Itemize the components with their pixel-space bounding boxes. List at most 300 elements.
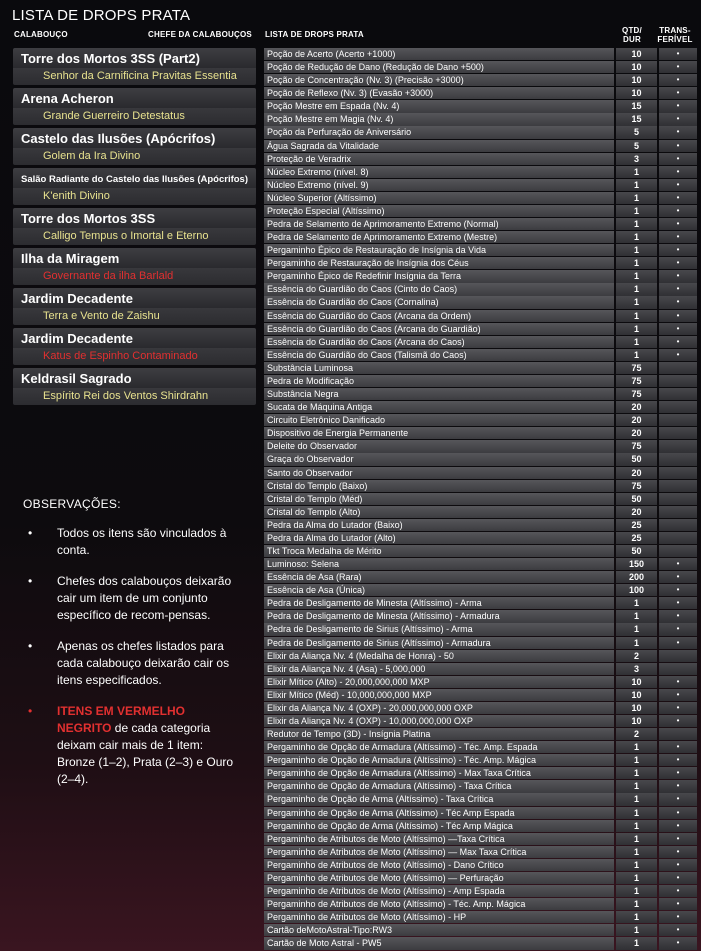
item-transferable: • (659, 270, 697, 282)
item-qty: 1 (616, 767, 657, 779)
item-row (264, 532, 697, 544)
dungeon-boss: Grande Guerreiro Detestatus (13, 108, 256, 125)
item-transferable: • (659, 244, 697, 256)
item-transferable (659, 427, 697, 439)
item-row (264, 493, 697, 505)
dungeon-boss: Calligo Tempus o Imortal e Eterno (13, 228, 256, 245)
item-name: Cartão deMotoAstral-Tipo:RW3 (264, 924, 614, 936)
item-name: Substância Luminosa (264, 362, 614, 374)
item-name: Pergaminho de Atributos de Moto (Altíssimo) - Téc. Amp. Mágica (264, 898, 614, 910)
item-qty: 2 (616, 728, 657, 740)
item-row (264, 453, 697, 465)
item-qty: 1 (616, 780, 657, 792)
item-row (264, 427, 697, 439)
item-transferable: • (659, 898, 697, 910)
item-qty: 1 (616, 885, 657, 897)
item-name: Pergaminho de Atributos de Moto (Altíssimo) —Taxa Crítica (264, 833, 614, 845)
item-row (264, 126, 697, 138)
item-row (264, 231, 697, 243)
dungeon-boss: Katus de Espinho Contaminado (13, 348, 256, 365)
item-qty: 1 (616, 244, 657, 256)
item-qty: 3 (616, 153, 657, 165)
item-row (264, 650, 697, 662)
item-row (264, 440, 697, 452)
item-name: Cartão de Moto Astral - PW5 (264, 937, 614, 949)
drop-list (264, 48, 697, 950)
item-transferable (659, 414, 697, 426)
item-transferable (659, 388, 697, 400)
item-row (264, 467, 697, 479)
item-transferable (659, 362, 697, 374)
item-qty: 50 (616, 493, 657, 505)
item-row (264, 911, 697, 923)
dungeon-name: Castelo das Ilusões (Apócrifos) (13, 128, 256, 148)
item-qty: 15 (616, 100, 657, 112)
item-transferable (659, 467, 697, 479)
item-transferable: • (659, 767, 697, 779)
item-row (264, 388, 697, 400)
item-row (264, 702, 697, 714)
item-qty: 1 (616, 179, 657, 191)
item-row (264, 506, 697, 518)
header-qtd-line1: QTD/ (622, 26, 642, 35)
item-name: Poção de Concentração (Nv. 3) (Precisão +3000) (264, 74, 614, 86)
item-row (264, 519, 697, 531)
item-row (264, 807, 697, 819)
item-row (264, 767, 697, 779)
dungeon-entry (13, 168, 256, 205)
item-transferable: • (659, 833, 697, 845)
item-qty: 10 (616, 48, 657, 60)
header-lista: LISTA DE DROPS PRATA (265, 30, 364, 39)
item-name: Pergaminho de Restauração de Insígnia dos Céus (264, 257, 614, 269)
item-qty: 150 (616, 558, 657, 570)
item-name: Dispositivo de Energia Permanente (264, 427, 614, 439)
item-name: Pedra de Selamento de Aprimoramento Extremo (Normal) (264, 218, 614, 230)
item-name: Essência do Guardião do Caos (Cornalina) (264, 296, 614, 308)
notes-title: OBSERVAÇÕES: (23, 497, 121, 511)
item-transferable: • (659, 87, 697, 99)
item-qty: 75 (616, 480, 657, 492)
item-row (264, 885, 697, 897)
item-name: Essência de Asa (Rara) (264, 571, 614, 583)
item-qty: 1 (616, 833, 657, 845)
item-name: Sucata de Máquina Antiga (264, 401, 614, 413)
item-qty: 10 (616, 61, 657, 73)
item-name: Pedra de Desligamento de Sirius (Altíssimo) - Arma (264, 623, 614, 635)
item-transferable: • (659, 296, 697, 308)
note-red-bold: ITENS EM VERMELHO NEGRITO (57, 704, 186, 735)
item-transferable: • (659, 179, 697, 191)
item-row (264, 937, 697, 949)
item-name: Pedra de Modificação (264, 375, 614, 387)
item-transferable: • (659, 715, 697, 727)
item-transferable: • (659, 48, 697, 60)
item-qty: 20 (616, 401, 657, 413)
item-row (264, 689, 697, 701)
item-transferable (659, 480, 697, 492)
item-transferable: • (659, 754, 697, 766)
item-transferable: • (659, 153, 697, 165)
item-name: Pergaminho de Opção de Armadura (Altíssimo) - Taxa Crítica (264, 780, 614, 792)
item-qty: 1 (616, 846, 657, 858)
item-qty: 1 (616, 610, 657, 622)
note-text: Todos os itens são vinculados à conta. (57, 526, 227, 557)
item-transferable: • (659, 231, 697, 243)
dungeon-entry (13, 248, 256, 285)
item-transferable: • (659, 637, 697, 649)
header-trans-line1: TRANS- (659, 26, 691, 35)
dungeon-name: Jardim Decadente (13, 288, 256, 308)
item-transferable (659, 493, 697, 505)
item-qty: 1 (616, 218, 657, 230)
item-qty: 75 (616, 362, 657, 374)
item-qty: 10 (616, 676, 657, 688)
item-transferable: • (659, 793, 697, 805)
item-transferable: • (659, 323, 697, 335)
item-transferable (659, 440, 697, 452)
item-row (264, 362, 697, 374)
item-qty: 50 (616, 545, 657, 557)
dungeon-entry (13, 368, 256, 405)
note-red-rest: de cada categoria deixam cair mais de 1 item: Bronze (1–2), Prata (2–3) e Ouro (2–4). (57, 721, 234, 786)
bullet-icon: • (28, 574, 33, 588)
item-transferable (659, 519, 697, 531)
item-name: Elixir da Aliança Nv. 4 (Asa) - 5,000,000 (264, 663, 614, 675)
item-transferable (659, 532, 697, 544)
item-transferable (659, 728, 697, 740)
item-name: Poção de Acerto (Acerto +1000) (264, 48, 614, 60)
item-transferable: • (659, 283, 697, 295)
item-name: Pergaminho de Atributos de Moto (Altíssimo) - Amp Espada (264, 885, 614, 897)
item-row (264, 179, 697, 191)
item-name: Pergaminho Épico de Redefinir Insígnia da Terra (264, 270, 614, 282)
item-qty: 1 (616, 623, 657, 635)
item-name: Poção de Reflexo (Nv. 3) (Evasão +3000) (264, 87, 614, 99)
item-transferable: • (659, 349, 697, 361)
item-row (264, 741, 697, 753)
item-name: Essência do Guardião do Caos (Arcana do Guardião) (264, 323, 614, 335)
item-transferable: • (659, 205, 697, 217)
header-qtd-line2: DUR (623, 35, 641, 44)
note-item (23, 525, 238, 559)
item-name: Poção de Redução de Dano (Redução de Dano +500) (264, 61, 614, 73)
item-row (264, 310, 697, 322)
item-row (264, 637, 697, 649)
item-name: Pergaminho de Opção de Armadura (Altíssimo) - Téc. Amp. Espada (264, 741, 614, 753)
item-qty: 1 (616, 820, 657, 832)
item-qty: 20 (616, 414, 657, 426)
dungeon-boss: Golem da Ira Divino (13, 148, 256, 165)
item-qty: 20 (616, 427, 657, 439)
item-transferable (659, 663, 697, 675)
item-name: Elixir Mítico (Méd) - 10,000,000,000 MXP (264, 689, 614, 701)
dungeon-entry (13, 208, 256, 245)
item-name: Circuito Eletrônico Danificado (264, 414, 614, 426)
item-row (264, 610, 697, 622)
item-row (264, 793, 697, 805)
item-name: Luminoso: Selena (264, 558, 614, 570)
item-row (264, 728, 697, 740)
item-name: Pergaminho de Atributos de Moto (Altíssimo) - HP (264, 911, 614, 923)
bullet-icon: • (28, 704, 33, 718)
item-qty: 1 (616, 637, 657, 649)
item-name: Tkt Troca Medalha de Mérito (264, 545, 614, 557)
item-name: Pedra de Selamento de Aprimoramento Extremo (Mestre) (264, 231, 614, 243)
item-row (264, 113, 697, 125)
item-qty: 1 (616, 597, 657, 609)
item-qty: 10 (616, 715, 657, 727)
item-row (264, 48, 697, 60)
item-row (264, 349, 697, 361)
item-row (264, 571, 697, 583)
item-name: Essência de Asa (Única) (264, 584, 614, 596)
item-qty: 25 (616, 519, 657, 531)
item-row (264, 257, 697, 269)
item-qty: 200 (616, 571, 657, 583)
item-name: Graça do Observador (264, 453, 614, 465)
item-row (264, 100, 697, 112)
item-name: Deleite do Observador (264, 440, 614, 452)
item-row (264, 780, 697, 792)
item-row (264, 558, 697, 570)
item-transferable: • (659, 100, 697, 112)
dungeon-name: Ilha da Miragem (13, 248, 256, 268)
item-qty: 1 (616, 807, 657, 819)
item-transferable: • (659, 74, 697, 86)
item-qty: 1 (616, 310, 657, 322)
item-name: Poção Mestre em Espada (Nv. 4) (264, 100, 614, 112)
item-row (264, 480, 697, 492)
item-qty: 15 (616, 113, 657, 125)
item-row (264, 545, 697, 557)
item-transferable: • (659, 676, 697, 688)
dungeon-name: Keldrasil Sagrado (13, 368, 256, 388)
item-qty: 1 (616, 754, 657, 766)
item-qty: 10 (616, 74, 657, 86)
item-qty: 1 (616, 205, 657, 217)
item-transferable: • (659, 140, 697, 152)
item-transferable: • (659, 859, 697, 871)
item-name: Pergaminho de Opção de Armadura (Altíssimo) - Max Taxa Crítica (264, 767, 614, 779)
item-qty: 20 (616, 506, 657, 518)
item-row (264, 87, 697, 99)
item-name: Pergaminho Épico de Restauração de Insígnia da Vida (264, 244, 614, 256)
item-transferable: • (659, 885, 697, 897)
item-transferable: • (659, 336, 697, 348)
item-qty: 1 (616, 296, 657, 308)
dungeon-boss: K'enith Divino (13, 188, 256, 205)
dungeon-entry (13, 288, 256, 325)
item-row (264, 192, 697, 204)
item-row (264, 820, 697, 832)
item-name: Cristal do Templo (Baixo) (264, 480, 614, 492)
item-transferable: • (659, 558, 697, 570)
item-qty: 1 (616, 898, 657, 910)
item-name: Pergaminho de Opção de Arma (Altíssimo) - Téc Amp Mágica (264, 820, 614, 832)
item-name: Proteção Especial (Altíssimo) (264, 205, 614, 217)
note-item (23, 638, 238, 689)
item-name: Pedra de Desligamento de Minesta (Altíssimo) - Arma (264, 597, 614, 609)
item-name: Pergaminho de Opção de Armadura (Altíssimo) - Téc. Amp. Mágica (264, 754, 614, 766)
item-transferable: • (659, 924, 697, 936)
dungeon-name: Salão Radiante do Castelo das Ilusões (Apócrifos) (13, 168, 256, 188)
item-qty: 10 (616, 702, 657, 714)
item-row (264, 715, 697, 727)
item-row (264, 140, 697, 152)
item-row (264, 846, 697, 858)
item-row (264, 74, 697, 86)
item-transferable: • (659, 911, 697, 923)
item-qty: 20 (616, 467, 657, 479)
note-item (23, 573, 238, 624)
note-text: Apenas os chefes listados para cada calabouço deixarão cair os itens especificados. (57, 639, 230, 687)
item-qty: 1 (616, 872, 657, 884)
dungeon-name: Jardim Decadente (13, 328, 256, 348)
item-row (264, 676, 697, 688)
item-name: Essência do Guardião do Caos (Talismã do Caos) (264, 349, 614, 361)
item-row (264, 61, 697, 73)
dungeon-entry (13, 88, 256, 125)
item-qty: 5 (616, 126, 657, 138)
item-qty: 1 (616, 323, 657, 335)
item-transferable (659, 453, 697, 465)
item-row (264, 872, 697, 884)
item-name: Cristal do Templo (Méd) (264, 493, 614, 505)
item-row (264, 296, 697, 308)
header-trans-line2: FERÍVEL (657, 35, 693, 44)
item-qty: 50 (616, 453, 657, 465)
item-row (264, 898, 697, 910)
dungeon-boss: Terra e Vento de Zaishu (13, 308, 256, 325)
item-name: Pedra de Desligamento de Minesta (Altíssimo) - Armadura (264, 610, 614, 622)
item-name: Pergaminho de Opção de Arma (Altíssimo) - Taxa Crítica (264, 793, 614, 805)
item-row (264, 153, 697, 165)
item-transferable: • (659, 310, 697, 322)
item-row (264, 205, 697, 217)
dungeon-name: Arena Acheron (13, 88, 256, 108)
item-name: Pedra da Alma do Lutador (Alto) (264, 532, 614, 544)
item-row (264, 623, 697, 635)
item-qty: 3 (616, 663, 657, 675)
item-transferable: • (659, 820, 697, 832)
item-transferable: • (659, 166, 697, 178)
item-name: Poção Mestre em Magia (Nv. 4) (264, 113, 614, 125)
item-name: Pergaminho de Opção de Arma (Altíssimo) - Téc Amp Espada (264, 807, 614, 819)
item-row (264, 597, 697, 609)
item-name: Essência do Guardião do Caos (Arcana da Ordem) (264, 310, 614, 322)
item-row (264, 283, 697, 295)
header-calabouco: CALABOUÇO (14, 30, 68, 39)
dungeon-name: Torre dos Mortos 3SS (13, 208, 256, 228)
item-qty: 100 (616, 584, 657, 596)
item-transferable: • (659, 623, 697, 635)
item-name: Elixir da Aliança Nv. 4 (Medalha de Honra) - 50 (264, 650, 614, 662)
item-name: Núcleo Extremo (nível. 8) (264, 166, 614, 178)
item-row (264, 375, 697, 387)
dungeon-entry (13, 328, 256, 365)
notes-list (23, 525, 238, 689)
item-name: Elixir da Aliança Nv. 4 (OXP) - 20,000,000,000 OXP (264, 702, 614, 714)
item-transferable: • (659, 937, 697, 949)
bullet-icon: • (28, 639, 33, 653)
item-row (264, 754, 697, 766)
note-text: Chefes dos calabouços deixarão cair um item de um conjunto específico de recom-pensas. (57, 574, 232, 622)
dungeon-entry (13, 128, 256, 165)
item-name: Pedra da Alma do Lutador (Baixo) (264, 519, 614, 531)
item-transferable: • (659, 807, 697, 819)
item-transferable: • (659, 741, 697, 753)
item-qty: 1 (616, 859, 657, 871)
item-name: Pedra de Desligamento de Sirius (Altíssimo) - Armadura (264, 637, 614, 649)
item-qty: 1 (616, 937, 657, 949)
item-transferable (659, 545, 697, 557)
item-name: Redutor de Tempo (3D) - Insígnia Platina (264, 728, 614, 740)
item-name: Água Sagrada da Vitalidade (264, 140, 614, 152)
note-item-red (23, 703, 238, 788)
item-name: Elixir da Aliança Nv. 4 (OXP) - 10,000,000,000 OXP (264, 715, 614, 727)
item-transferable: • (659, 257, 697, 269)
item-qty: 1 (616, 166, 657, 178)
item-transferable: • (659, 218, 697, 230)
item-qty: 1 (616, 231, 657, 243)
item-qty: 2 (616, 650, 657, 662)
item-qty: 1 (616, 741, 657, 753)
item-name: Santo do Observador (264, 467, 614, 479)
dungeon-name: Torre dos Mortos 3SS (Part2) (13, 48, 256, 68)
item-row (264, 270, 697, 282)
item-name: Substância Negra (264, 388, 614, 400)
item-transferable: • (659, 61, 697, 73)
item-name: Essência do Guardião do Caos (Arcana do Caos) (264, 336, 614, 348)
item-transferable (659, 650, 697, 662)
item-transferable: • (659, 872, 697, 884)
item-name: Núcleo Extremo (nível. 9) (264, 179, 614, 191)
item-row (264, 414, 697, 426)
item-name: Pergaminho de Atributos de Moto (Altíssimo) — Max Taxa Crítica (264, 846, 614, 858)
bullet-icon: • (28, 526, 33, 540)
item-row (264, 663, 697, 675)
dungeon-boss: Senhor da Carnificina Pravitas Essentia (13, 68, 256, 85)
item-transferable: • (659, 689, 697, 701)
item-name: Poção da Perfuração de Aniversário (264, 126, 614, 138)
item-qty: 75 (616, 388, 657, 400)
item-transferable: • (659, 610, 697, 622)
item-row (264, 401, 697, 413)
header-qtd (612, 26, 652, 44)
item-qty: 75 (616, 440, 657, 452)
dungeon-entry (13, 48, 256, 85)
dungeon-boss: Governante da ilha Barlald (13, 268, 256, 285)
item-row (264, 336, 697, 348)
item-name: Núcleo Superior (Altíssimo) (264, 192, 614, 204)
page-title: LISTA DE DROPS PRATA (12, 7, 191, 24)
item-row (264, 584, 697, 596)
item-row (264, 218, 697, 230)
header-chefe: CHEFE DA CALABOUÇOS (148, 30, 252, 39)
item-qty: 1 (616, 793, 657, 805)
item-transferable: • (659, 584, 697, 596)
dungeon-list (13, 48, 256, 408)
item-row (264, 859, 697, 871)
item-row (264, 244, 697, 256)
item-transferable: • (659, 597, 697, 609)
item-name: Cristal do Templo (Alto) (264, 506, 614, 518)
item-transferable: • (659, 192, 697, 204)
item-name: Pergaminho de Atributos de Moto (Altíssimo) - Dano Crítico (264, 859, 614, 871)
item-transferable: • (659, 780, 697, 792)
item-transferable (659, 401, 697, 413)
